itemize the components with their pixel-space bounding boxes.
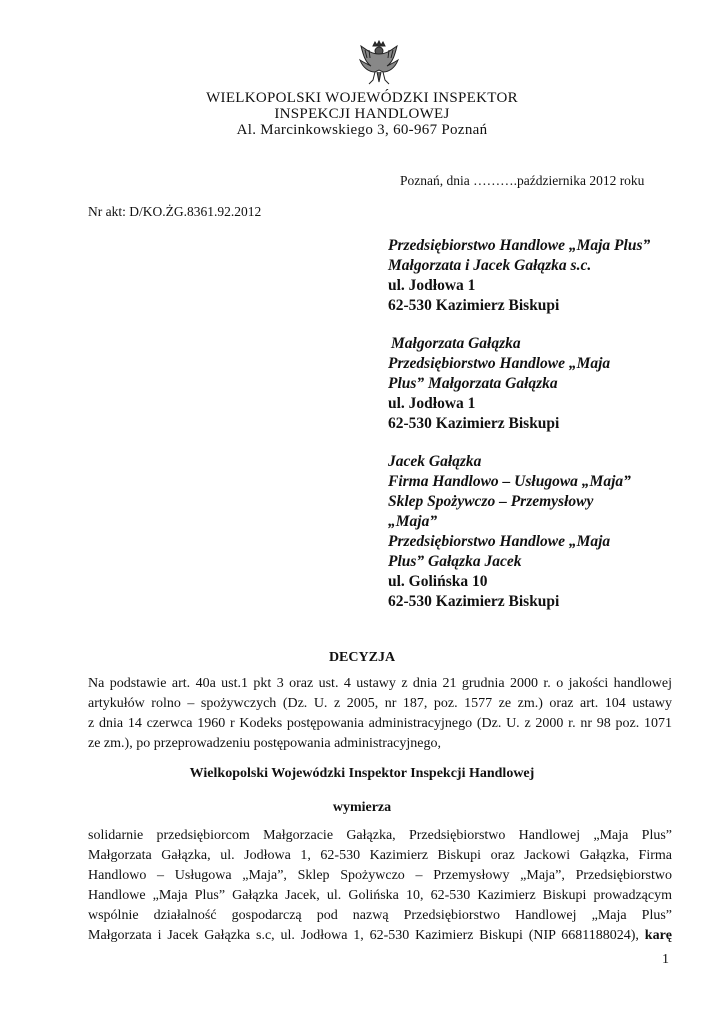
case-number: Nr akt: D/KO.ŻG.8361.92.2012 [88,204,262,219]
addressee-line: Sklep Spożywczo – Przemysłowy [388,493,594,510]
imposes-heading: wymierza [332,800,392,815]
document-date: Poznań, dnia ……….października 2012 roku [400,173,645,188]
paragraph-line: z dnia 14 czerwca 1960 r Kodeks postępowania administracyjnego (Dz. U. z 2000 r. nr 98 poz. 1071 [88,716,672,731]
paragraph-line: wspólnie działalność gospodarczą pod nazwą Przedsiębiorstwo Handlowej „Maja Plus” [88,908,672,923]
addressee-malgorzata [388,334,648,434]
paragraph-line: Na podstawie art. 40a ust.1 pkt 3 oraz ust. 4 ustawy z dnia 21 grudnia 2000 r. o jakości handlowej [88,676,672,691]
addressee-city: 62-530 Kazimierz Biskupi [388,415,560,432]
page-number: 1 [662,952,669,967]
paragraph-line: Handlowe „Maja Plus” Gałązka Jacek, ul. Golińska 10, 62-530 Kazimierz Biskupi prowadzącym [88,888,672,903]
authority-name-line2: INSPEKCJI HANDLOWEJ [274,106,450,122]
legal-basis-paragraph [88,674,672,754]
addressee-street: ul. Jodłowa 1 [388,277,476,294]
addressee-city: 62-530 Kazimierz Biskupi [388,593,560,610]
penalty-keyword: karę [644,928,672,943]
issuing-authority: Wielkopolski Wojewódzki Inspektor Inspekcji Handlowej [189,766,535,781]
addressee-line: „Maja” [388,513,438,530]
paragraph-line: Małgorzata Gałązka, ul. Jodłowa 1, 62-530 Kazimierz Biskupi oraz Jackowi Gałązka, Firma [88,848,672,863]
addressee-street: ul. Golińska 10 [388,573,488,590]
addressee-line: Przedsiębiorstwo Handlowe „Maja [388,533,611,550]
addressee-line: Jacek Gałązka [388,453,482,470]
polish-eagle-emblem-icon [357,40,401,88]
paragraph-line [88,926,672,946]
authority-name-line1: WIELKOPOLSKI WOJEWÓDZKI INSPEKTOR [206,90,518,106]
addressee-line: Małgorzata i Jacek Gałązka s.c. [388,257,592,274]
addressee-line: Przedsiębiorstwo Handlowe „Maja Plus” [388,237,651,254]
addressee-company [388,236,651,316]
addressee-line: Plus” Gałązka Jacek [388,553,522,570]
addressee-jacek [388,452,648,612]
authority-address: Al. Marcinkowskiego 3, 60-967 Poznań [236,122,488,138]
paragraph-line: artykułów rolno – spożywczych (Dz. U. z 2005, nr 187, poz. 1577 ze zm.) oraz art. 104 ustawy [88,696,672,711]
paragraph-line: solidarnie przedsiębiorcom Małgorzacie Gałązka, Przedsiębiorstwo Handlowej „Maja Plus” [88,828,672,843]
addressee-city: 62-530 Kazimierz Biskupi [388,297,560,314]
decision-title: DECYZJA [328,650,396,665]
paragraph-line: Handlowo – Usługowa „Maja”, Sklep Spożywczo – Przemysłowy „Maja”, Przedsiębiorstwo [88,868,672,883]
penalty-paragraph [88,826,672,946]
addressee-line: Przedsiębiorstwo Handlowe „Maja [388,355,611,372]
addressee-line: Plus” Małgorzata Gałązka [388,375,558,392]
addressee-line: Firma Handlowo – Usługowa „Maja” [388,473,631,490]
addressee-street: ul. Jodłowa 1 [388,395,476,412]
addressee-line: Małgorzata Gałązka [391,335,521,352]
paragraph-line: ze zm.), po przeprowadzeniu postępowania administracyjnego, [88,736,441,751]
paragraph-text: Małgorzata i Jacek Gałązka s.c, ul. Jodłowa 1, 62-530 Kazimierz Biskupi (NIP 6681188024), [88,928,639,943]
